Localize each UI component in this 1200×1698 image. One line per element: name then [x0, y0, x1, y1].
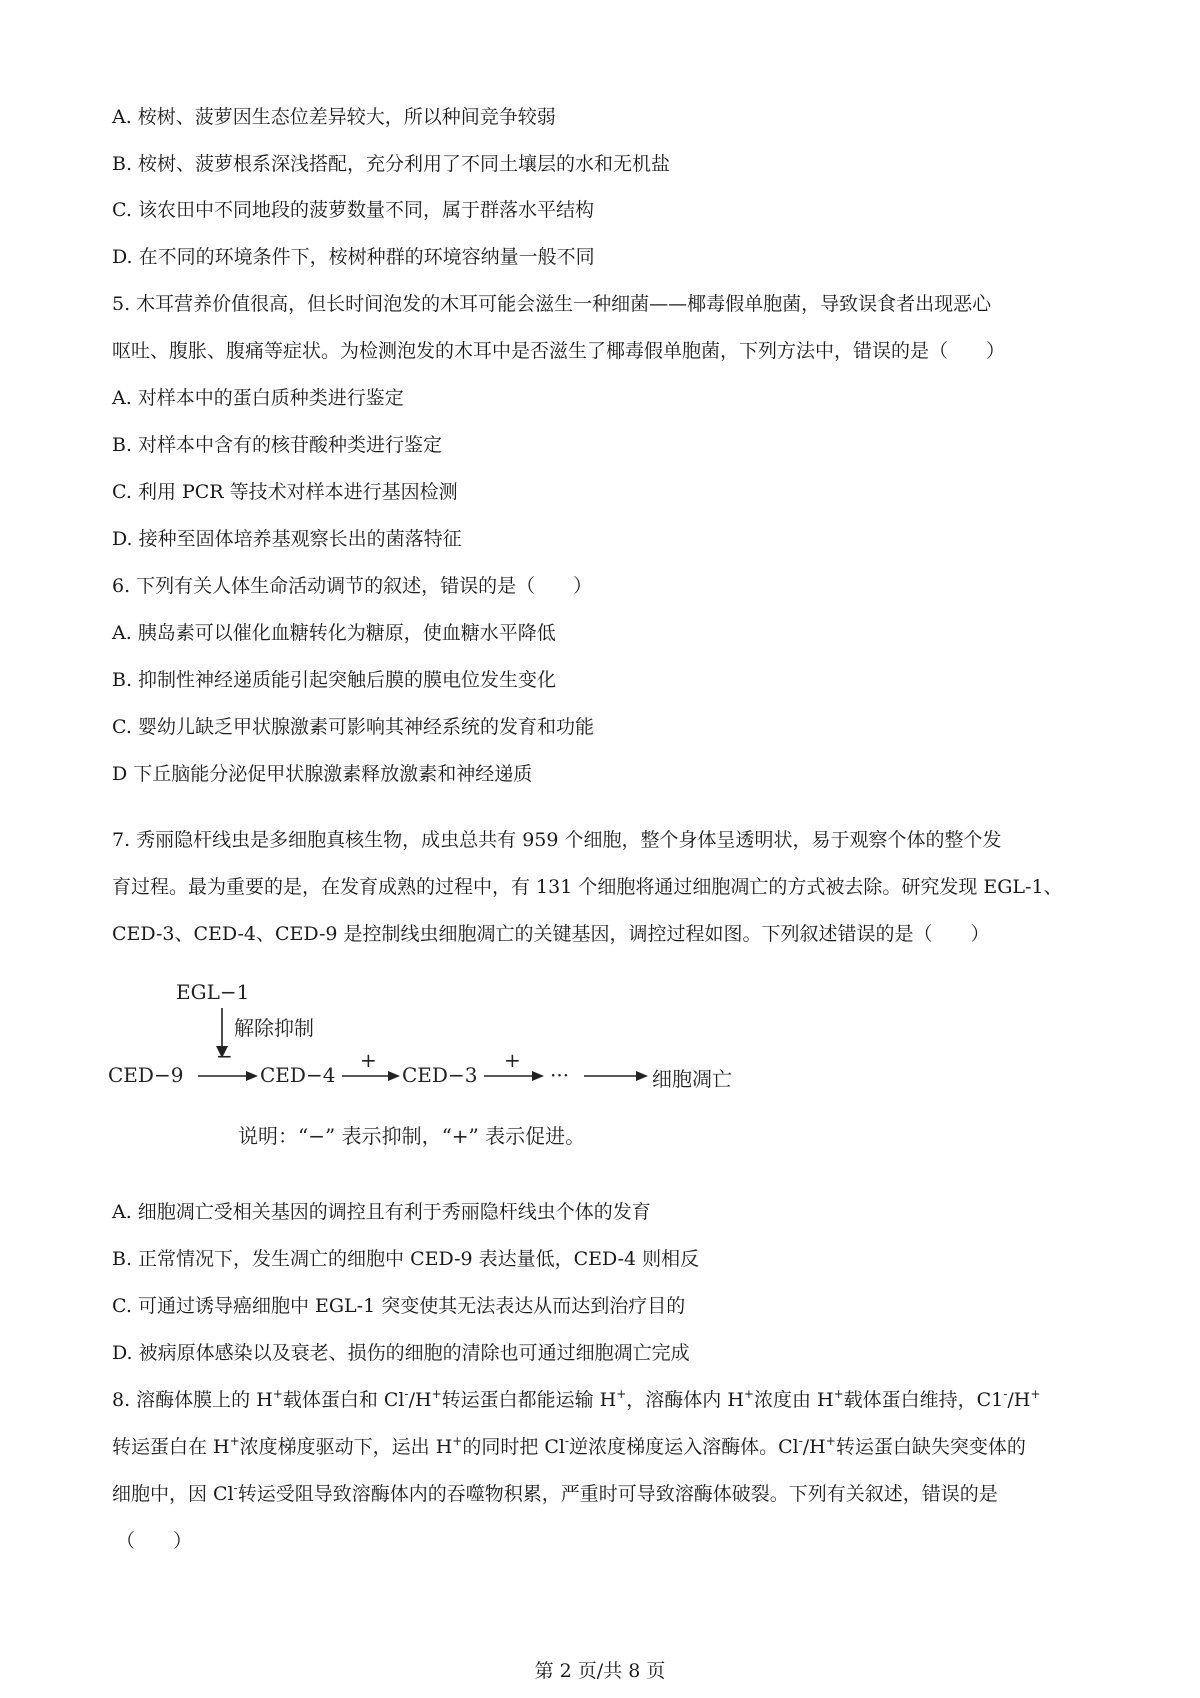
q4-option-a: A. 桉树、菠萝因生态位差异较大，所以种间竞争较弱 [112, 106, 556, 128]
q7-option-d: D. 被病原体感染以及衰老、损伤的细胞的清除也可通过细胞凋亡完成 [112, 1342, 690, 1364]
q5-stem-line2: 呕吐、腹胀、腹痛等症状。为检测泡发的木耳中是否滋生了椰毒假单胞菌，下列方法中，错误的是（ ） [112, 340, 1006, 362]
q6-option-a: A. 胰岛素可以催化血糖转化为糖原，使血糖水平降低 [112, 622, 556, 644]
q4-option-c: C. 该农田中不同地段的菠萝数量不同，属于群落水平结构 [112, 199, 594, 221]
q7-option-b: B. 正常情况下，发生凋亡的细胞中 CED-9 表达量低，CED-4 则相反 [112, 1248, 700, 1270]
q8-stem-line2: 转运蛋白在 H+浓度梯度驱动下，运出 H+的同时把 Cl-逆浓度梯度运入溶酶体。Cl-/H+转运蛋白缺失突变体的 [112, 1434, 1026, 1458]
q6-option-b: B. 抑制性神经递质能引起突触后膜的膜电位发生变化 [112, 669, 557, 691]
q8-stem-line3: 细胞中，因 Cl-转运受阻导致溶酶体内的吞噬物积累，严重时可导致溶酶体破裂。下列有关叙述，错误的是 [112, 1481, 998, 1505]
diagram-note: 说明：“−” 表示抑制，“+” 表示促进。 [238, 1124, 586, 1148]
apoptosis-regulation-diagram [110, 980, 750, 1165]
q6-option-c: C. 婴幼儿缺乏甲状腺激素可影响其神经系统的发育和功能 [112, 716, 594, 738]
gene-ced4: CED−4 [260, 1063, 336, 1087]
q5-option-d: D. 接种至固体培养基观察长出的菌落特征 [112, 528, 462, 550]
q7-option-a: A. 细胞凋亡受相关基因的调控且有利于秀丽隐杆线虫个体的发育 [112, 1201, 651, 1223]
q5-option-c: C. 利用 PCR 等技术对样本进行基因检测 [112, 481, 458, 503]
q4-option-b: B. 桉树、菠萝根系深浅搭配，充分利用了不同土壤层的水和无机盐 [112, 153, 671, 175]
minus-sign: − [216, 1044, 233, 1068]
gene-ced3: CED−3 [402, 1063, 478, 1087]
q8-stem-line1: 8. 溶酶体膜上的 H+载体蛋白和 Cl-/H+转运蛋白都能运输 H+，溶酶体内 H+浓度由 H+载体蛋白维持，C1-/H+ [112, 1387, 1041, 1411]
q6-stem: 6. 下列有关人体生命活动调节的叙述，错误的是（ ） [112, 575, 593, 597]
page-footer: 第 2 页/共 8 页 [534, 1660, 666, 1682]
q7-stem-line1: 7. 秀丽隐杆线虫是多细胞真核生物，成虫总共有 959 个细胞，整个身体呈透明状，易于观察个体的整个发 [112, 829, 1002, 851]
q5-option-b: B. 对样本中含有的核苷酸种类进行鉴定 [112, 434, 443, 456]
relief-label: 解除抑制 [234, 1016, 314, 1040]
q7-stem-line3: CED-3、CED-4、CED-9 是控制线虫细胞凋亡的关键基因，调控过程如图。下列叙述错误的是（ ） [112, 923, 990, 945]
ellipsis: ··· [550, 1063, 570, 1087]
plus-sign-1: + [360, 1048, 377, 1072]
q8-answer-bracket: （ ） [116, 1530, 193, 1552]
q6-option-d: D 下丘脑能分泌促甲状腺激素释放激素和神经递质 [112, 763, 533, 785]
q5-option-a: A. 对样本中的蛋白质种类进行鉴定 [112, 387, 404, 409]
plus-sign-2: + [504, 1048, 521, 1072]
q5-stem-line1: 5. 木耳营养价值很高，但长时间泡发的木耳可能会滋生一种细菌——椰毒假单胞菌，导致误食者出现恶心 [112, 293, 992, 315]
q4-option-d: D. 在不同的环境条件下，桉树种群的环境容纳量一般不同 [112, 246, 595, 268]
gene-egl1: EGL−1 [176, 980, 250, 1004]
q7-option-c: C. 可通过诱导癌细胞中 EGL-1 突变使其无法表达从而达到治疗目的 [112, 1295, 686, 1317]
q7-stem-line2: 育过程。最为重要的是，在发育成熟的过程中，有 131 个细胞将通过细胞凋亡的方式被去除。研究发现 EGL-1、 [112, 876, 1063, 898]
gene-ced9: CED−9 [108, 1063, 184, 1087]
apoptosis-label: 细胞凋亡 [652, 1067, 732, 1091]
